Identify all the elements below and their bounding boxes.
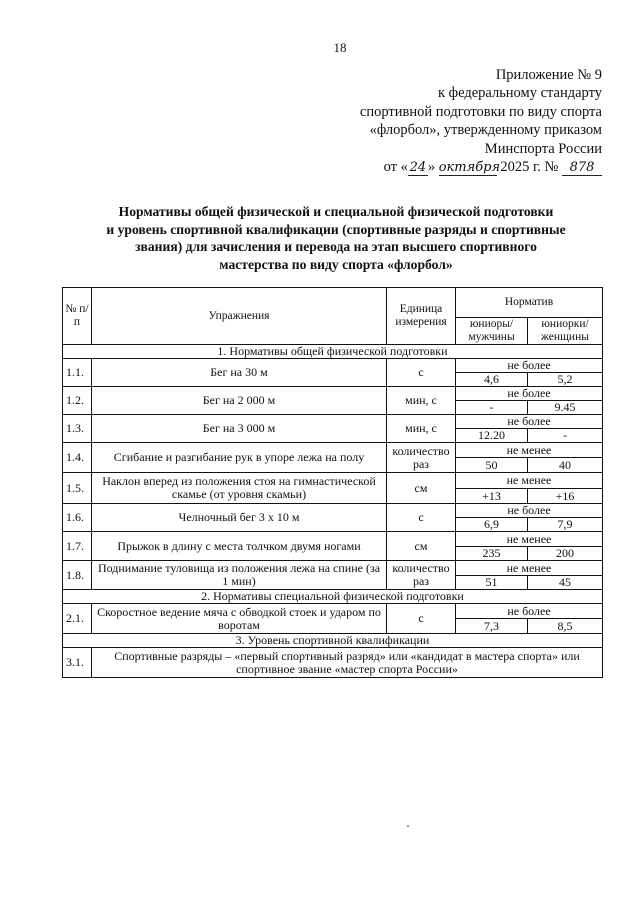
- section-row: [63, 345, 603, 359]
- header-women: юниорки/ женщины: [528, 318, 603, 345]
- header-men: юниоры/ мужчины: [456, 318, 528, 345]
- value-men: -: [456, 401, 528, 415]
- row-number: 1.5.: [63, 473, 92, 504]
- norm-condition: не более: [456, 387, 603, 401]
- table-row: [63, 359, 603, 373]
- value-women: 45: [528, 576, 603, 590]
- handwritten-order-number: 878: [562, 161, 602, 176]
- row-number: 1.7.: [63, 532, 92, 561]
- exercise-name: Бег на 3 000 м: [92, 415, 387, 443]
- header-norm: Норматив: [456, 288, 603, 318]
- value-women: 5,2: [528, 373, 603, 387]
- value-women: 9.45: [528, 401, 603, 415]
- row-number: 1.3.: [63, 415, 92, 443]
- exercise-name: Наклон вперед из положения стоя на гимнастической скамье (от уровня скамьи): [92, 473, 387, 504]
- value-men: 7,3: [456, 619, 528, 634]
- value-men: 50: [456, 458, 528, 473]
- header-unit: Единица измерения: [387, 288, 456, 345]
- header-exercise: Упражнения: [92, 288, 387, 345]
- norms-table: [62, 287, 603, 678]
- document-title: Нормативы общей физической и специальной физической подготовки и уровень спортивной квалификации (спортивные разряды и спортивные звания) для зачисления и перевода на этап высшего спортивного мастерства по виду спорта «флорбол»: [106, 204, 566, 272]
- unit-cell: с: [387, 604, 456, 634]
- table-row: [63, 473, 603, 489]
- norm-condition: не более: [456, 359, 603, 373]
- table-row: [63, 415, 603, 429]
- unit-cell: с: [387, 504, 456, 532]
- table-row: [63, 443, 603, 458]
- exercise-name: Сгибание и разгибание рук в упоре лежа на полу: [92, 443, 387, 473]
- norm-condition: не менее: [456, 443, 603, 458]
- row-number: 1.2.: [63, 387, 92, 415]
- value-women: 200: [528, 547, 603, 561]
- table-row: [63, 561, 603, 576]
- table-row: [63, 387, 603, 401]
- unit-cell: количество раз: [387, 443, 456, 473]
- row-number: 2.1.: [63, 604, 92, 634]
- exercise-name: Поднимание туловища из положения лежа на спине (за 1 мин): [92, 561, 387, 590]
- value-men: +13: [456, 489, 528, 504]
- exercise-name: Бег на 2 000 м: [92, 387, 387, 415]
- value-men: 6,9: [456, 518, 528, 532]
- table-row: [63, 504, 603, 518]
- appendix-line: к федеральному стандарту: [438, 85, 602, 102]
- norm-condition: не менее: [456, 532, 603, 547]
- value-women: 40: [528, 458, 603, 473]
- value-men: 51: [456, 576, 528, 590]
- row-number: 1.8.: [63, 561, 92, 590]
- page-number: 18: [333, 40, 347, 55]
- exercise-name: Бег на 30 м: [92, 359, 387, 387]
- scan-speck: [407, 825, 409, 827]
- norm-condition: не более: [456, 504, 603, 518]
- handwritten-day: 24: [409, 160, 427, 176]
- section-1-title: 1. Нормативы общей физической подготовки: [63, 345, 603, 359]
- appendix-line: Минспорта России: [484, 140, 602, 157]
- table-header-row: [63, 288, 603, 318]
- norm-condition: не менее: [456, 561, 603, 576]
- unit-cell: мин, с: [387, 415, 456, 443]
- exercise-name: Челночный бег 3 х 10 м: [92, 504, 387, 532]
- value-women: +16: [528, 489, 603, 504]
- section-2-title: 2. Нормативы специальной физической подготовки: [63, 590, 603, 604]
- row-number: 3.1.: [63, 648, 92, 678]
- norm-condition: не более: [456, 415, 603, 429]
- table-row: [63, 648, 603, 678]
- handwritten-month: октября: [438, 160, 501, 176]
- norm-condition: не менее: [456, 473, 603, 489]
- unit-cell: см: [387, 532, 456, 561]
- row-number: 1.1.: [63, 359, 92, 387]
- section-3-title: 3. Уровень спортивной квалификации: [63, 634, 603, 648]
- value-women: 7,9: [528, 518, 603, 532]
- row-number: 1.6.: [63, 504, 92, 532]
- appendix-title: Приложение № 9: [495, 67, 602, 83]
- value-women: -: [528, 429, 603, 443]
- exercise-name: Прыжок в длину с места толчком двумя ногами: [92, 532, 387, 561]
- exercise-name: Скоростное ведение мяча с обводкой стоек и ударом по воротам: [92, 604, 387, 634]
- table-row: [63, 604, 603, 619]
- qualification-text: Спортивные разряды – «первый спортивный разряд» или «кандидат в мастера спорта» или спортивное звание «мастер спорта России»: [92, 648, 603, 678]
- appendix-date-line: от « 24 » октября 2025 г. № 878: [300, 158, 602, 176]
- value-men: 12.20: [456, 429, 528, 443]
- value-men: 4,6: [456, 373, 528, 387]
- table-row: [63, 532, 603, 547]
- row-number: 1.4.: [63, 443, 92, 473]
- unit-cell: мин, с: [387, 387, 456, 415]
- appendix-line: спортивной подготовки по виду спорта: [359, 103, 602, 120]
- unit-cell: см: [387, 473, 456, 504]
- header-num: № п/п: [63, 288, 92, 345]
- unit-cell: количество раз: [387, 561, 456, 590]
- value-men: 235: [456, 547, 528, 561]
- appendix-line: «флорбол», утвержденному приказом: [369, 122, 602, 139]
- appendix-header: [300, 66, 602, 176]
- value-women: 8,5: [528, 619, 603, 634]
- norm-condition: не более: [456, 604, 603, 619]
- unit-cell: с: [387, 359, 456, 387]
